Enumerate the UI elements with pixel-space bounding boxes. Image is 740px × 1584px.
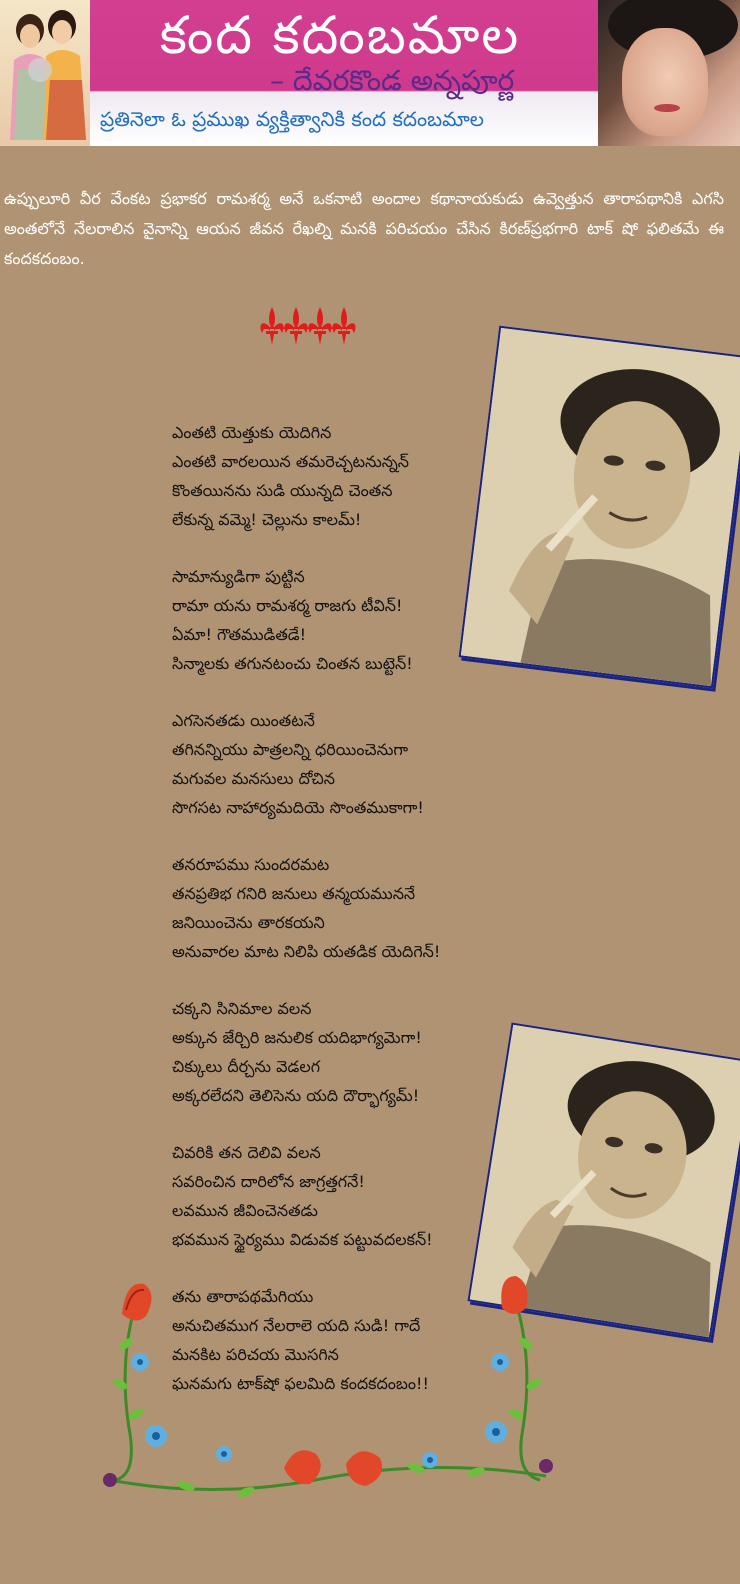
poem-line: సిన్మాలకు తగునటంచు చింతన బుట్టెన్!	[172, 654, 413, 673]
couple-illustration	[0, 0, 90, 146]
poem-line: ఎంతటి వారలయిన తమరెచ్చటనున్నన్	[172, 452, 410, 471]
poem-line: తనరూపము సుందరమట	[172, 855, 330, 874]
intro-paragraph: ఉప్పులూరి వీర వేంకట ప్రభాకర రామశర్మ అనే ఒకనాటి అందాల కథానాయకుడు ఉవ్వెత్తున తారాపథానికి ఎగసి అంతలోనే నేలరాలిన వైనాన్ని ఆయన జీవన రేఖల్ని మనకి పరిచయం చేసిన కిరణ్‌ప్రభగారి టాక్ షో ఫలితమే ఈ కందకదంబం.	[4, 189, 724, 268]
poem-line: చివరికి తన దెలివి వలన	[172, 1143, 321, 1162]
poem-line: ఎగసెనతడు యింతటనే	[172, 711, 315, 730]
poem-line: సామాన్యుడిగా పుట్టిన	[172, 567, 305, 586]
page-title: కంద కదంబమాల	[159, 6, 521, 66]
poem-line: అక్కరలేదని తెలిసెను యది దౌర్భాగ్యమ్!	[172, 1086, 420, 1105]
header-banner	[0, 0, 740, 146]
author-name: – దేవరకొండ అన్నపూర్ణ	[270, 64, 515, 97]
poem-line: మనకిట పరిచయ మొసగిన	[172, 1345, 339, 1364]
poem-line: సవరించిన దారిలోన జాగ్రత్తగనే!	[172, 1172, 365, 1191]
stanza-1	[172, 418, 492, 534]
poem-line: ఏమా! గౌతముడితడే!	[172, 625, 307, 644]
stanza-5	[172, 994, 492, 1110]
poem-line: జనియించెను తారకయని	[172, 913, 325, 932]
poem-line: అనువారల మాట నిలిపి యతడిక యెదిగెన్!	[172, 942, 441, 961]
poem-line: తనప్రతిభ గనిరి జనులు తన్మయముననే	[172, 884, 416, 903]
poem-line: లేకున్న వమ్మె! చెల్లును కాలమ్!	[172, 510, 362, 529]
poem-line: కొంతయినను సుడి యున్నది చెంతన	[172, 481, 393, 500]
author-photo	[598, 0, 740, 146]
stanza-4	[172, 850, 492, 966]
tagline: ప్రతినెలా ఓ ప్రముఖ వ్యక్తిత్వానికి కంద కదంబమాల	[100, 107, 484, 131]
poem	[172, 418, 492, 1426]
stanza-2	[172, 562, 492, 678]
actor-photo-top	[459, 326, 740, 689]
stanza-6	[172, 1138, 492, 1254]
poem-line: తగినన్నియు పాత్రలన్ని ధరియించెనుగా	[172, 740, 409, 759]
poem-line: తను తారాపథమేగియు	[172, 1287, 314, 1306]
poem-line: మగువల మనసులు దోచిన	[172, 769, 336, 788]
stanza-7	[172, 1282, 492, 1398]
poem-line: చక్కని సినిమాల వలన	[172, 999, 312, 1018]
poem-line: లవమున జీవించెనతడు	[172, 1201, 318, 1220]
poem-line: చిక్కులు దీర్చను వెడలగ	[172, 1057, 321, 1076]
poem-line: సొగసట నాహార్యమదియె సొంతముకాగా!	[172, 798, 424, 817]
poem-line: అక్కున జేర్చిరి జనులిక యదిభాగ్యమెగా!	[172, 1028, 422, 1047]
poem-line: భవమున స్థైర్యము విడువక పట్టువదలకన్!	[172, 1230, 433, 1249]
poem-line: అనుచితముగ నేలరాలె యది సుడి! గాదే	[172, 1316, 421, 1335]
poem-line: ఘనమగు టాక్‌షో ఫలమిది కందకదంబం!!	[172, 1374, 429, 1393]
poem-line: రామా యను రామశర్మ రాజగు టీవిన్!	[172, 596, 403, 615]
stanza-3	[172, 706, 492, 822]
poem-line: ఎంతటి యెత్తుకు యెదిగిన	[172, 423, 332, 442]
fleur-de-lis-ornament	[258, 305, 358, 347]
